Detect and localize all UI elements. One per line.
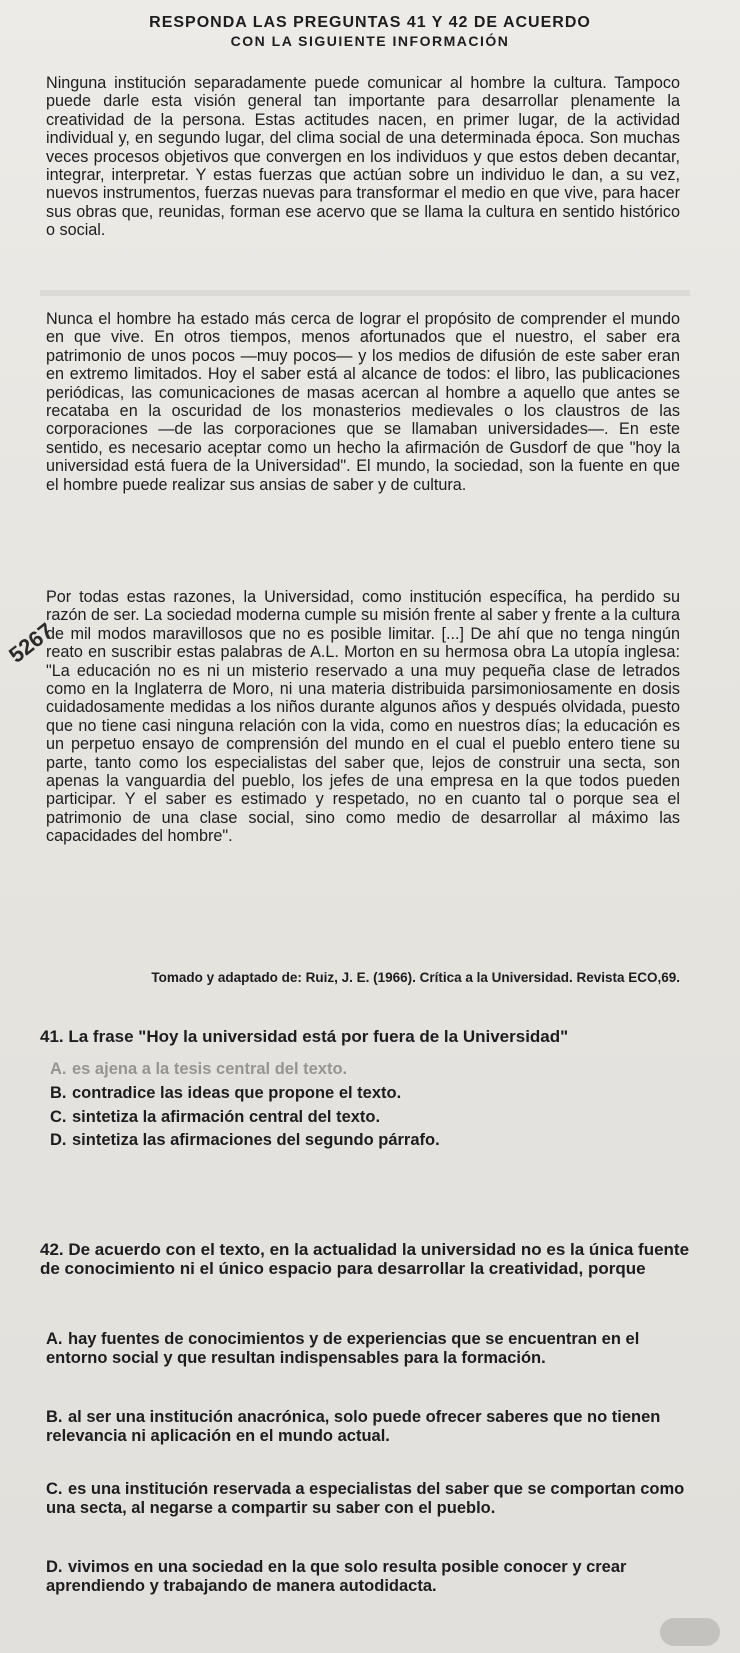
option-letter: D. (46, 1558, 63, 1576)
option-text: vivimos en una sociedad en la que solo resulta posible conocer y crear aprendiendo y trabajando de manera autodidacta. (46, 1558, 627, 1595)
option-text: sintetiza la afirmación central del texto. (72, 1108, 381, 1126)
question-42-option-a[interactable] (46, 1330, 696, 1367)
header-line-2: CON LA SIGUIENTE INFORMACIÓN (230, 33, 510, 49)
source-citation: Tomado y adaptado de: Ruiz, J. E. (1966). Crítica a la Universidad. Revista ECO,69. (151, 970, 680, 985)
option-text: sintetiza las afirmaciones del segundo párrafo. (72, 1131, 440, 1149)
option-letter: C. (46, 1480, 63, 1498)
watermark-icon (660, 1618, 720, 1646)
passage-paragraph-2: Nunca el hombre ha estado más cerca de lograr el propósito de comprender el mundo en que vive. En otros tiempos, menos afortunados que el nuestro, el saber era patrimonio de unos pocos —muy pocos— y los medios de difusión de este saber eran en extremo limitados. Hoy el saber está al alcance de todos: el libro, las publicaciones periódicas, las comunicaciones de masas acercan al hombre a aquello que antes se recataba en la oscuridad de los monasterios medievales o los claustros de las corporaciones —de las corporaciones que se llamaban universidades—. En este sentido, es necesario aceptar como un hecho la afirmación de Gusdorf de que "hoy la universidad está fuera de la Universidad". El mundo, la sociedad, son la fuente en que el hombre puede realizar sus ansias de saber y de cultura. (46, 310, 680, 494)
option-text: es ajena a la tesis central del texto. (72, 1060, 348, 1078)
option-letter: B. (50, 1084, 67, 1102)
option-text: al ser una institución anacrónica, solo puede ofrecer saberes que no tienen relevancia ni aplicación en el mundo actual. (46, 1408, 661, 1445)
passage-paragraph-1: Ninguna institución separadamente puede comunicar al hombre la cultura. Tampoco puede darle esta visión general tan importante para desarrollar plenamente la creatividad de la persona. Estas actitudes nacen, en primer lugar, de la actividad individual y, en segundo lugar, del clima social de una determinada época. Son muchas veces procesos objetivos que convergen en los individuos y que estos deben decantar, integrar, interpretar. Y estas fuerzas que actúan sobre un individuo le dan, a su vez, nuevos instrumentos, fuerzas nuevas para transformar el medio en que vive, para hacer sus obras que, reunidas, forman ese acervo que se llama la cultura en sentido histórico o social. (46, 74, 680, 240)
question-42-stem: 42. De acuerdo con el texto, en la actualidad la universidad no es la única fuente de conocimiento ni el único espacio para desarrollar la creatividad, porque (40, 1240, 690, 1278)
header-line-1: RESPONDA LAS PREGUNTAS 41 Y 42 DE ACUERDO (149, 14, 591, 31)
question-42-option-c[interactable] (46, 1480, 696, 1517)
handwritten-margin-note: 5267 (4, 617, 58, 668)
option-letter: C. (50, 1108, 67, 1126)
question-41-option-b[interactable] (50, 1084, 690, 1103)
question-41-option-c[interactable] (50, 1108, 690, 1127)
question-41-option-a[interactable] (50, 1060, 690, 1079)
question-41-stem: 41. La frase "Hoy la universidad está por fuera de la Universidad" (40, 1027, 569, 1046)
question-42-option-d[interactable] (46, 1558, 696, 1595)
option-letter: A. (46, 1330, 63, 1348)
option-letter: A. (50, 1060, 67, 1078)
option-letter: B. (46, 1408, 63, 1426)
instructions-header (60, 14, 680, 50)
passage-paragraph-3: Por todas estas razones, la Universidad, como institución específica, ha perdido su razón de ser. La sociedad moderna cumple su misión frente al saber y frente a la cultura de mil modos maravillosos que no es posible limitar. [...] De ahí que no tenga ningún reato en suscribir estas palabras de A.L. Morton en su hermosa obra La utopía inglesa: "La educación no es ni un misterio reservado a una muy pequeña clase de letrados como en la Inglaterra de Moro, ni una materia distribuida parsimoniosamente en dosis cuidadosamente medidas a los niños durante algunos años y después olvidada, puesto que no tiene casi ninguna relación con la vida, como en nuestros días; la educación es un perpetuo ensayo de comprensión del mundo en el cual el pueblo entero tiene su parte, tanto como los especialistas del saber que, lejos de construir una secta, son apenas la vanguardia del pueblo, los jefes de una empresa en la que todos pueden participar. Y el saber es estimado y respetado, no en cuanto tal o porque sea el patrimonio de una clase social, sino como medio de desarrollar al máximo las capacidades del hombre". (46, 588, 680, 846)
question-42-option-b[interactable] (46, 1408, 696, 1445)
option-text: contradice las ideas que propone el texto. (72, 1084, 402, 1102)
option-letter: D. (50, 1131, 67, 1149)
question-41-option-d[interactable] (50, 1131, 690, 1150)
option-text: es una institución reservada a especialistas del saber que se comportan como una secta, al negarse a compartir su saber con el pueblo. (46, 1480, 685, 1517)
option-text: hay fuentes de conocimientos y de experiencias que se encuentran en el entorno social y que resultan indispensables para la formación. (46, 1330, 640, 1367)
